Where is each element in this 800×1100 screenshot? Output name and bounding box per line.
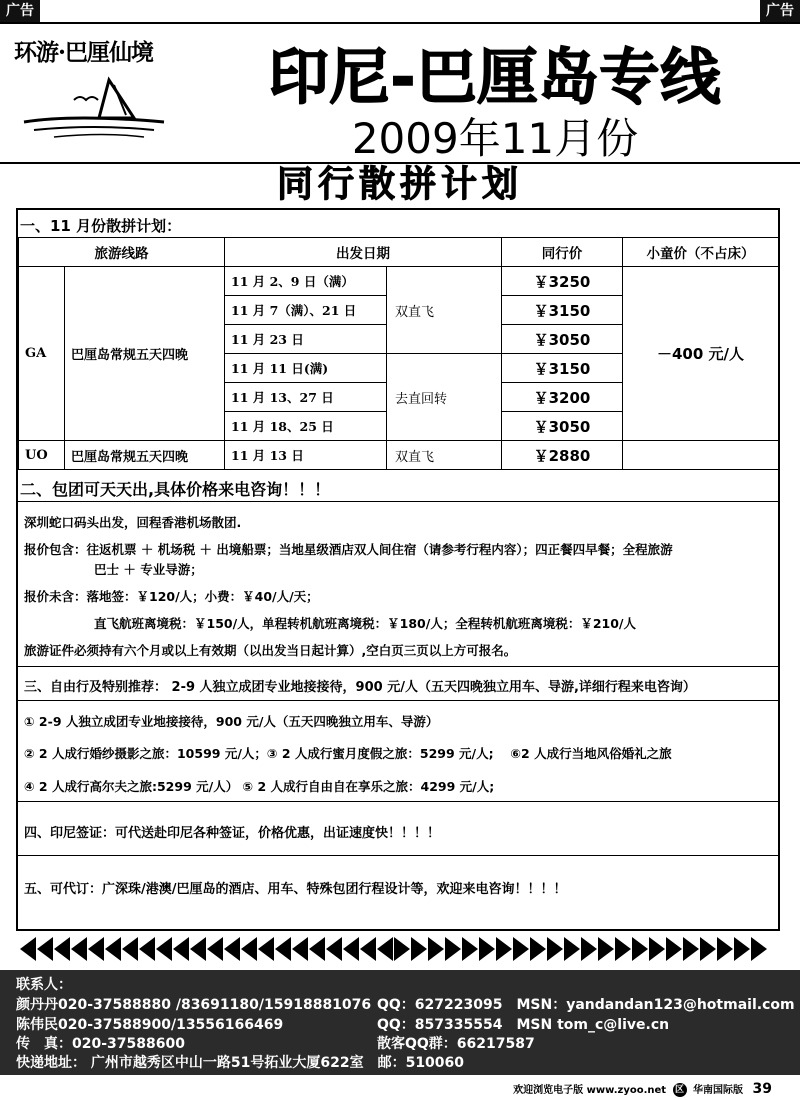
peer-price: ￥3050	[502, 412, 623, 441]
flight-type: 双直飞	[387, 441, 502, 470]
peer-price: ￥3250	[502, 267, 623, 296]
arrow-right-icon	[598, 937, 614, 961]
plan-title: 同行散拼计划	[276, 164, 523, 205]
page-footer	[513, 1081, 772, 1097]
arrow-left-icon	[20, 937, 36, 961]
section3-line-2: ② 2 人成行婚纱摄影之旅：10599 元/人；③ 2 人成行蜜月度假之旅：5299 元/人; ⑥2 人成行当地风俗婚礼之旅	[24, 746, 672, 761]
departure-date: 11 月 23 日	[225, 325, 387, 354]
table-row	[19, 441, 779, 470]
logo	[14, 34, 179, 154]
arrow-left-icon	[326, 937, 342, 961]
peer-price: ￥3200	[502, 383, 623, 412]
arrow-strip	[20, 934, 780, 964]
edition-badge-icon: 区	[673, 1083, 687, 1097]
arrow-left-icon	[54, 937, 70, 961]
section4-title: 四、印尼签证：可代送赴印尼各种签证，价格优惠，出证速度快！！！！	[24, 826, 441, 841]
page-title: 印尼-巴厘岛专线	[268, 43, 722, 113]
route-name: 巴厘岛常规五天四晚	[65, 267, 225, 441]
arrow-right-icon	[513, 937, 529, 961]
arrow-left-icon	[343, 937, 359, 961]
section3-line-1: ① 2-9 人独立成团专业地接接待，900 元/人（五天四晚独立用车、导游）	[24, 714, 439, 729]
departure-date: 11 月 7（满）、21 日	[225, 296, 387, 325]
arrow-right-icon	[394, 937, 410, 961]
contact-line-1-im: QQ：627223095 MSN：yandandan123@hotmail.com	[377, 997, 795, 1013]
col-route: 旅游线路	[19, 238, 225, 267]
section2-line-5: 直飞航班离境税：￥150/人，单程转机航班离境税：￥180/人；全程转机航班离境税：￥210/人	[94, 616, 636, 631]
airline-code: GA	[19, 267, 65, 441]
section3-top-divider	[18, 666, 778, 667]
route-name: 巴厘岛常规五天四晚	[65, 441, 225, 470]
table-header-row	[19, 238, 779, 267]
section2-divider	[18, 501, 778, 502]
ad-tag-left: 广告	[0, 0, 40, 22]
section2-line-3: 巴士 ＋ 专业导游；	[94, 562, 203, 577]
arrow-right-icon	[445, 937, 461, 961]
arrow-right-icon	[411, 937, 427, 961]
arrow-right-icon	[734, 937, 750, 961]
arrow-right-icon	[547, 937, 563, 961]
arrow-left-icon	[71, 937, 87, 961]
table-row	[19, 267, 779, 296]
section5-title: 五、可代订：广深珠/港澳/巴厘岛的酒店、用车、特殊包团行程设计等，欢迎来电咨询！！！！	[24, 882, 567, 897]
arrow-right-icon	[632, 937, 648, 961]
ad-tag-right: 广告	[760, 0, 800, 22]
col-kid-price: 小童价（不占床）	[623, 238, 779, 267]
arrow-right-icon	[564, 937, 580, 961]
flight-type: 去直回转	[387, 354, 502, 441]
section2-line-2: 报价包含：往返机票 ＋ 机场税 ＋ 出境船票；当地星级酒店双人间住宿（请参考行程内容）；四正餐四早餐；全程旅游	[24, 542, 673, 557]
arrow-left-icon	[139, 937, 155, 961]
section2-line-4: 报价未含：落地签：￥120/人；小费：￥40/人/天；	[24, 589, 319, 604]
arrow-left-icon	[207, 937, 223, 961]
departure-date: 11 月 13、27 日	[225, 383, 387, 412]
section2-line-1: 深圳蛇口码头出发，回程香港机场散团.	[24, 515, 242, 530]
arrow-right-icon	[649, 937, 665, 961]
arrow-left-icon	[173, 937, 189, 961]
departure-date: 11 月 2、9 日（满）	[225, 267, 387, 296]
page-number: 39	[752, 1081, 772, 1097]
departure-date: 11 月 18、25 日	[225, 412, 387, 441]
contact-label: 联系人：	[16, 977, 72, 993]
contact-qq-group: 散客QQ群：66217587	[377, 1036, 535, 1052]
arrow-left-icon	[309, 937, 325, 961]
peer-price: ￥3150	[502, 296, 623, 325]
arrow-left-icon	[292, 937, 308, 961]
departure-date: 11 月 11 日(满)	[225, 354, 387, 383]
arrow-right-icon	[717, 937, 733, 961]
section5-top-divider	[18, 855, 778, 856]
schedule-table	[18, 237, 779, 470]
arrow-left-icon	[241, 937, 257, 961]
arrow-left-icon	[377, 937, 393, 961]
section4-top-divider	[18, 801, 778, 802]
arrow-right-icon	[462, 937, 478, 961]
arrow-left-icon	[224, 937, 240, 961]
arrow-left-icon	[37, 937, 53, 961]
kid-price-empty	[623, 441, 779, 470]
arrow-left-icon	[105, 937, 121, 961]
footer-text: 欢迎浏览电子版 www.zyoo.net	[513, 1085, 667, 1096]
peer-price: ￥2880	[502, 441, 623, 470]
arrow-left-icon	[258, 937, 274, 961]
arrow-right-icon	[666, 937, 682, 961]
arrow-right-icon	[683, 937, 699, 961]
top-divider	[0, 22, 800, 24]
arrow-right-icon	[700, 937, 716, 961]
peer-price: ￥3050	[502, 325, 623, 354]
section2-title: 二、包团可天天出,具体价格来电咨询！！！	[20, 480, 331, 499]
kid-price: －400 元/人	[623, 267, 779, 441]
section3-line-3: ④ 2 人成行高尔夫之旅:5299 元/人） ⑤ 2 人成行自由自在享乐之旅：4299 元/人;	[24, 779, 495, 794]
contact-address: 快递地址： 广州市越秀区中山一路51号拓业大厦622室 邮：510060	[16, 1055, 465, 1071]
sailboat-logo-icon	[14, 70, 179, 150]
airline-code: UO	[19, 441, 65, 470]
section1-title: 一、11 月份散拼计划：	[20, 217, 182, 235]
section2-line-6: 旅游证件必须持有六个月或以上有效期（以出发当日起计算）,空白页三页以上方可报名。	[24, 643, 517, 658]
col-date: 出发日期	[225, 238, 502, 267]
main-content-box	[16, 208, 780, 931]
arrow-right-icon	[530, 937, 546, 961]
page-subtitle: 2009年11月份	[351, 114, 639, 163]
contact-line-2-im: QQ：857335554 MSN tom_c@live.cn	[377, 1017, 670, 1033]
contact-line-1: 颜丹丹020-37588880 /83691180/15918881076	[16, 997, 372, 1013]
contact-line-2: 陈伟民020-37588900/13556166469	[16, 1017, 284, 1033]
arrow-left-icon	[360, 937, 376, 961]
peer-price: ￥3150	[502, 354, 623, 383]
arrow-left-icon	[156, 937, 172, 961]
section3-divider	[18, 700, 778, 701]
col-price: 同行价	[502, 238, 623, 267]
arrow-left-icon	[190, 937, 206, 961]
section3-title: 三、自由行及特别推荐： 2-9 人独立成团专业地接接待，900 元/人（五天四晚独立用车、导游,详细行程来电咨询）	[24, 680, 696, 695]
arrow-right-icon	[581, 937, 597, 961]
flight-type: 双直飞	[387, 267, 502, 354]
arrow-right-icon	[615, 937, 631, 961]
arrow-right-icon	[751, 937, 767, 961]
contact-panel	[0, 970, 800, 1075]
arrow-left-icon	[275, 937, 291, 961]
contact-fax: 传 真：020-37588600	[16, 1036, 185, 1052]
arrow-right-icon	[479, 937, 495, 961]
logo-text: 环游·巴厘仙境	[14, 39, 154, 66]
arrow-right-icon	[428, 937, 444, 961]
arrow-left-icon	[122, 937, 138, 961]
arrow-right-icon	[496, 937, 512, 961]
arrow-left-icon	[88, 937, 104, 961]
departure-date: 11 月 13 日	[225, 441, 387, 470]
footer-edition: 华南国际版	[693, 1085, 744, 1096]
